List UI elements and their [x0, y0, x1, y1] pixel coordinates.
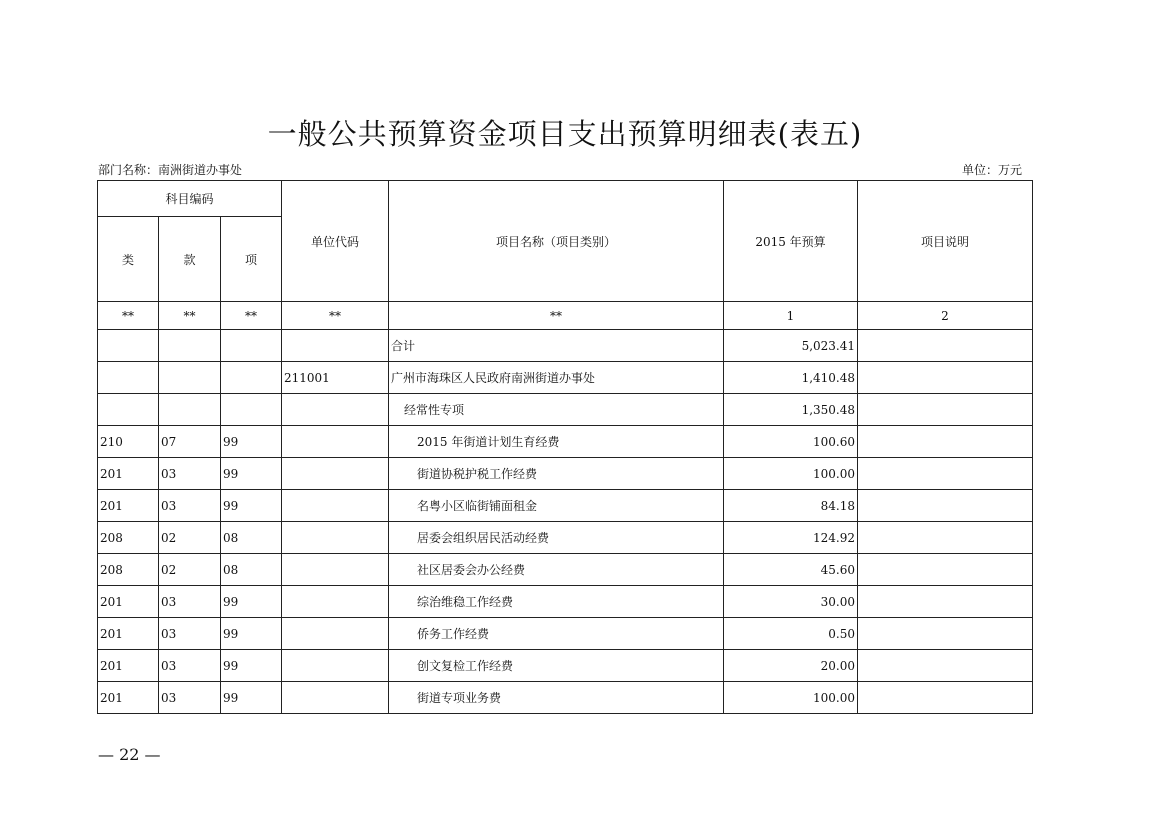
table-row [98, 394, 1033, 426]
table-row [98, 362, 1033, 394]
table-row [98, 554, 1033, 586]
category-cell: 201 [98, 650, 159, 682]
budget-cell: 1,410.48 [724, 362, 858, 394]
subitem-cell: 99 [221, 458, 282, 490]
category-cell: 201 [98, 586, 159, 618]
project-name-cell: 街道专项业务费 [389, 682, 724, 714]
item-cell: 03 [159, 618, 221, 650]
category-cell: 201 [98, 618, 159, 650]
unit-code-cell [282, 618, 389, 650]
project-name-cell: 街道协税护税工作经费 [389, 458, 724, 490]
table-row [98, 682, 1033, 714]
subject-code-header: 科目编码 [98, 181, 282, 217]
index-cell: ** [282, 302, 389, 330]
table-row [98, 522, 1033, 554]
unit-code-cell [282, 586, 389, 618]
unit-code-cell [282, 522, 389, 554]
project-name-cell: 创文复检工作经费 [389, 650, 724, 682]
page-number: — 22 — [98, 745, 161, 764]
item-cell: 03 [159, 650, 221, 682]
index-cell: 2 [858, 302, 1033, 330]
category-cell: 201 [98, 458, 159, 490]
project-note-cell [858, 682, 1033, 714]
item-cell: 03 [159, 586, 221, 618]
kuan-header: 款 [159, 217, 221, 302]
project-note-cell [858, 426, 1033, 458]
unit-code-cell [282, 458, 389, 490]
table-row [98, 586, 1033, 618]
subitem-cell [221, 330, 282, 362]
item-cell: 03 [159, 458, 221, 490]
project-note-cell [858, 554, 1033, 586]
item-cell: 02 [159, 522, 221, 554]
subitem-cell: 99 [221, 618, 282, 650]
lei-header: 类 [98, 217, 159, 302]
index-cell: ** [221, 302, 282, 330]
project-note-cell [858, 362, 1033, 394]
header-row-1 [98, 181, 1033, 217]
budget-2015-header: 2015 年预算 [724, 181, 858, 302]
category-cell: 201 [98, 490, 159, 522]
item-cell [159, 362, 221, 394]
subitem-cell [221, 394, 282, 426]
project-name-cell: 居委会组织居民活动经费 [389, 522, 724, 554]
project-note-cell [858, 650, 1033, 682]
unit-label: 单位：万元 [962, 163, 1023, 177]
table-row [98, 490, 1033, 522]
project-note-cell [858, 330, 1033, 362]
project-note-cell [858, 394, 1033, 426]
subitem-cell: 99 [221, 426, 282, 458]
category-cell [98, 330, 159, 362]
item-cell: 07 [159, 426, 221, 458]
budget-cell: 5,023.41 [724, 330, 858, 362]
index-row [98, 302, 1033, 330]
subitem-cell: 99 [221, 586, 282, 618]
unit-code-cell [282, 490, 389, 522]
index-cell: ** [98, 302, 159, 330]
budget-cell: 100.00 [724, 458, 858, 490]
project-note-cell [858, 618, 1033, 650]
unit-code-cell [282, 554, 389, 586]
category-cell: 208 [98, 522, 159, 554]
item-cell [159, 330, 221, 362]
table-row [98, 650, 1033, 682]
item-cell [159, 394, 221, 426]
budget-cell: 100.00 [724, 682, 858, 714]
subitem-cell [221, 362, 282, 394]
project-note-cell [858, 586, 1033, 618]
subitem-cell: 99 [221, 490, 282, 522]
project-name-cell: 广州市海珠区人民政府南洲街道办事处 [389, 362, 724, 394]
budget-cell: 0.50 [724, 618, 858, 650]
subitem-cell: 08 [221, 522, 282, 554]
table-row [98, 330, 1033, 362]
project-name-cell: 合计 [389, 330, 724, 362]
table-row [98, 458, 1033, 490]
table-row [98, 426, 1033, 458]
category-cell [98, 362, 159, 394]
budget-cell: 124.92 [724, 522, 858, 554]
project-note-cell [858, 458, 1033, 490]
project-name-cell: 综治维稳工作经费 [389, 586, 724, 618]
project-note-cell [858, 490, 1033, 522]
project-note-header: 项目说明 [858, 181, 1033, 302]
table-row [98, 618, 1033, 650]
xiang-header: 项 [221, 217, 282, 302]
budget-cell: 20.00 [724, 650, 858, 682]
document-title: 一般公共预算资金项目支出预算明细表(表五) [267, 117, 863, 151]
project-name-cell: 经常性专项 [389, 394, 724, 426]
index-cell: ** [389, 302, 724, 330]
category-cell [98, 394, 159, 426]
budget-cell: 30.00 [724, 586, 858, 618]
budget-cell: 1,350.48 [724, 394, 858, 426]
budget-cell: 84.18 [724, 490, 858, 522]
unit-code-cell [282, 394, 389, 426]
project-name-cell: 2015 年街道计划生育经费 [389, 426, 724, 458]
index-cell: ** [159, 302, 221, 330]
category-cell: 201 [98, 682, 159, 714]
unit-code-cell [282, 682, 389, 714]
subitem-cell: 99 [221, 682, 282, 714]
project-name-header: 项目名称（项目类别） [389, 181, 724, 302]
unit-code-cell [282, 650, 389, 682]
unit-code-cell [282, 426, 389, 458]
budget-cell: 45.60 [724, 554, 858, 586]
project-name-cell: 名粤小区临街铺面租金 [389, 490, 724, 522]
item-cell: 03 [159, 682, 221, 714]
project-name-cell: 侨务工作经费 [389, 618, 724, 650]
budget-table [97, 180, 1033, 714]
project-name-cell: 社区居委会办公经费 [389, 554, 724, 586]
item-cell: 03 [159, 490, 221, 522]
unit-code-cell [282, 330, 389, 362]
index-cell: 1 [724, 302, 858, 330]
unit-code-cell: 211001 [282, 362, 389, 394]
unit-code-header: 单位代码 [282, 181, 389, 302]
subitem-cell: 99 [221, 650, 282, 682]
subitem-cell: 08 [221, 554, 282, 586]
project-note-cell [858, 522, 1033, 554]
category-cell: 210 [98, 426, 159, 458]
department-name: 部门名称：南洲街道办事处 [98, 163, 243, 177]
item-cell: 02 [159, 554, 221, 586]
budget-cell: 100.60 [724, 426, 858, 458]
category-cell: 208 [98, 554, 159, 586]
